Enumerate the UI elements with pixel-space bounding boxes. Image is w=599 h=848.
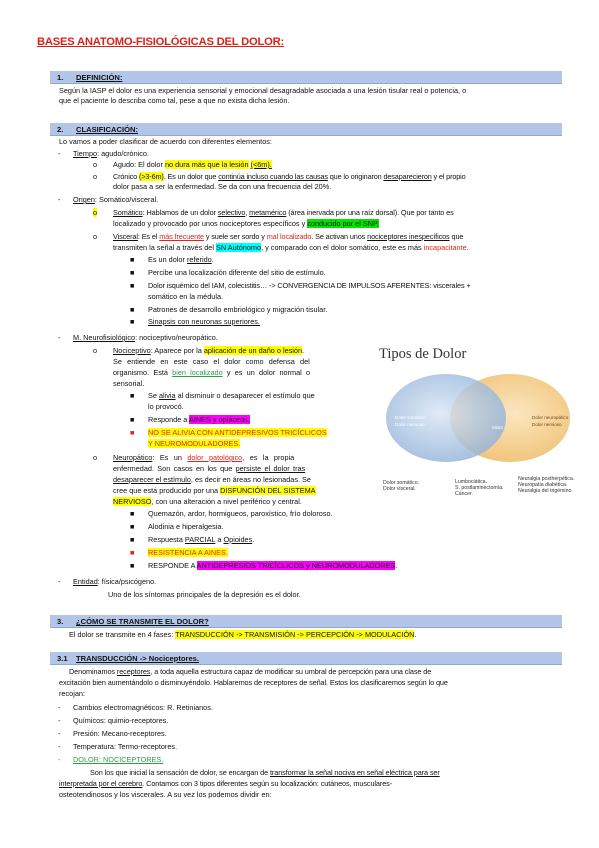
bullet-square: ■ [130, 428, 135, 437]
section-header-clasificacion: 2. CLASIFICACIÓN: [50, 123, 562, 136]
neuropatico-line-2: enfermedad. Son casos en los que persiste el dolor tras [113, 464, 306, 473]
bullet-square: ■ [130, 317, 135, 326]
venn-left-label-1: Dolor somático [395, 415, 426, 420]
neuropatico-item-5: RESPONDE A ANTIDEPRESIOS TRICÍCLICOS y NEUROMODULADORES. [148, 561, 398, 570]
neuro-line: M. Neurofisiológico: nociceptivo/neuropático. [73, 333, 218, 342]
venn-bottom-left-2: Dolor visceral. [383, 486, 416, 492]
bullet-dash: - [58, 716, 61, 725]
bullet-dash: - [58, 577, 61, 586]
neuropatico-line-4: cree que está producido por una DISFUNCIÓN DEL SISTEMA [113, 486, 316, 495]
phases-line: El dolor se transmite en 4 fases: TRANSDUCCIÓN -> TRANSMISIÓN -> PERCEPCIÓN -> MODULACIÓN. [69, 630, 417, 639]
receptor-type-5: DOLOR: NOCICEPTORES. [73, 755, 164, 764]
nociceptor-p-line2: interpretada por el cerebro. Contamos con 3 tipos diferentes según su localización: cutáneos, musculares- [59, 779, 393, 788]
neuropatico-line-5: NERVIOSO, con una alteración a nivel periférico y central. [113, 497, 302, 506]
venn-bottom-left-1: Dolor somático. [383, 480, 420, 486]
receptor-type-2: Químicos: quimio-receptores. [73, 716, 169, 725]
bullet-square: ■ [130, 255, 135, 264]
somatico-line-2: localizado y provocado por unos nociceptores específicos y conducido por el SNP. [113, 219, 379, 228]
bullet-square: ■ [130, 522, 135, 531]
agudo-line: Agudo: El dolor no dura más que la lesión (<6m). [113, 160, 272, 169]
nociceptivo-item-1b: lo provocó. [148, 402, 184, 411]
bullet-square: ■ [130, 535, 135, 544]
nociceptivo-line-1: Nociceptivo: Aparece por la aplicación de un daño o lesión. [113, 346, 305, 355]
entidad-line: Entidad: física/psicógeno. [73, 577, 157, 586]
venn-title: Tipos de Dolor [379, 346, 467, 362]
bullet-square: ■ [130, 548, 135, 557]
bullet-square: ■ [130, 415, 135, 424]
bullet-square: ■ [130, 561, 135, 570]
bullet-dash: - [58, 195, 61, 204]
bullet-circle: o [93, 232, 98, 241]
visceral-item-4: Patrones de desarrollo embriológico y migración tisular. [148, 305, 328, 314]
bullet-circle: o [93, 160, 98, 169]
section-header-transduccion: 3.1 TRANSDUCCIÓN -> Nociceptores. [50, 652, 562, 665]
bullet-dash: - [58, 703, 61, 712]
section-header-definicion: 1. DEFINICIÓN: [50, 71, 562, 84]
visceral-item-5: Sinapsis con neuronas superiores. [148, 317, 260, 326]
definition-line-2: que el paciente lo describa como tal, pese a que no exista dicha lesión. [59, 96, 290, 105]
visceral-item-1: Es un dolor referido. [148, 255, 214, 264]
bullet-square: ■ [130, 391, 135, 400]
receptor-type-4: Temperatura: Termo-receptores. [73, 742, 178, 751]
venn-bottom-mid-2: S. postlaminectomía. [455, 485, 504, 491]
bullet-circle-highlight: o [93, 208, 98, 217]
venn-bottom-mid-3: Cáncer. [455, 491, 473, 497]
origen-line: Origen: Somático/visceral. [73, 195, 159, 204]
venn-right-label-1: Dolor neuropático [532, 415, 569, 420]
transduction-p1-line1: Denominamos receptores, a toda aquella estructura capaz de modificar su umbral de percepción para una clase de [69, 667, 432, 676]
venn-left-label-2: Dolor nervioso [395, 422, 425, 427]
visceral-item-3: Dolor isquémico del IAM, colecistitis… -> CONVERGENCIA DE IMPULSOS AFERENTES: viscerales + [148, 281, 471, 290]
bullet-square: ■ [130, 509, 135, 518]
venn-bottom-right-1: Neuralgia postherpética. [518, 476, 575, 482]
bullet-dash: - [58, 149, 61, 158]
neuropatico-item-2: Alodinia e hiperalgesia. [148, 522, 224, 531]
venn-bottom-mid-1: Lumbociática. [455, 479, 488, 485]
section-header-transmision: 3. ¿CÓMO SE TRANSMITE EL DOLOR? [50, 615, 562, 628]
receptor-type-3: Presión: Mecano-receptores. [73, 729, 167, 738]
bullet-square: ■ [130, 268, 135, 277]
bullet-dash: - [58, 333, 61, 342]
nociceptivo-line-2: Se entiende en este caso el dolor como defensa del [113, 357, 310, 366]
bullet-circle: o [93, 172, 98, 181]
nociceptor-p-line1: Son los que inicial la sensación de dolor, se encargan de transformar la señal nociva en señal eléctrica para ser [90, 768, 440, 777]
visceral-line-1: Visceral: Es el más frecuente y suele ser sordo y mal localizado. Se activan unos nociceptores inespecíficos que [113, 232, 464, 241]
somatico-line-1: Somático: Hablamos de un dolor selectivo, metamérico (área inervada por una raíz dorsal). Que por tanto es [113, 208, 454, 217]
venn-right-label-2: Dolor nervioso [532, 422, 562, 427]
bullet-circle: o [93, 346, 98, 355]
nociceptivo-line-3: organismo. Está bien localizado y es un dolor normal o [113, 368, 311, 377]
neuropatico-line-3: desaparecer el estímulo, es decir en áreas no lesionadas. Se [113, 475, 311, 484]
transduction-p1-line2: excitación bien aumentándolo o disminuyéndolo. Hablaremos de receptores de señal. Estos los clasificaremos según lo que [59, 678, 448, 687]
tiempo-line: Tiempo: agudo/crónico. [73, 149, 149, 158]
venn-bottom-right-3: Neuralgia del trigémino. [518, 488, 573, 494]
nociceptor-p-line3: osteotendinosos y los viscerales. A su vez los podemos dividir en: [59, 790, 272, 799]
bullet-square: ■ [130, 305, 135, 314]
venn-mid-label: Mixto [492, 425, 503, 430]
neuropatico-item-4: RESISTENCIA A AINES. [148, 548, 228, 557]
cronico-line-2: dolor pasa a ser la enfermedad. Se da con una frecuencia del 20%. [113, 182, 332, 191]
bullet-dash: - [58, 755, 61, 764]
page-title: BASES ANATOMO-FISIOLÓGICAS DEL DOLOR: [37, 36, 285, 48]
visceral-line-2: transmiten la señal a través del SN Autónomo, y comparado con el dolor somático, este es más incapacitante. [113, 243, 469, 252]
bullet-dash: - [58, 742, 61, 751]
transduction-p1-line3: recojan: [59, 689, 85, 698]
bullet-square: ■ [130, 281, 135, 290]
neuropatico-item-1: Quemazón, ardor, hormigueos, paroxístico, frío doloroso. [148, 509, 333, 518]
nociceptivo-item-2: Responde a AINES y opiáceos. [148, 415, 250, 424]
nociceptivo-item-1: Se alivia al disminuir o desaparecer el estímulo que [148, 391, 315, 400]
venn-bottom-right-2: Neuropatía diabética. [518, 482, 568, 488]
bullet-dash: - [58, 729, 61, 738]
receptor-type-1: Cambios electromagnéticos: R. Retinianos. [73, 703, 213, 712]
entidad-sub: Uno de los síntomas principales de la depresión es el dolor. [108, 590, 301, 599]
nociceptivo-item-3b: Y NEUROMODULADORES. [148, 439, 241, 448]
visceral-item-2: Percibe una localización diferente del sitio de estímulo. [148, 268, 326, 277]
cronico-line-1: Crónico (>3-6m). Es un dolor que continúa incluso cuando las causas que lo originaron desaparecieron y el propio [113, 172, 466, 181]
neuropatico-line-1: Neuropático: Es un dolor patológico, es la propia [113, 453, 295, 462]
nociceptivo-item-3: NO SE ALIVIA CON ANTIDEPRESIVOS TRICÍCLICOS [148, 428, 327, 437]
neuropatico-item-3: Respuesta PARCIAL a Opioides. [148, 535, 255, 544]
visceral-item-3b: somático en la médula. [148, 292, 224, 301]
classification-intro: Lo vamos a poder clasificar de acuerdo con diferentes elementos: [59, 137, 272, 146]
definition-line-1: Según la IASP el dolor es una experiencia sensorial y emocional desagradable asociada a una lesión tisular real o potencia, o [59, 86, 467, 95]
nociceptivo-line-4: sensorial. [113, 379, 145, 388]
bullet-circle: o [93, 453, 98, 462]
